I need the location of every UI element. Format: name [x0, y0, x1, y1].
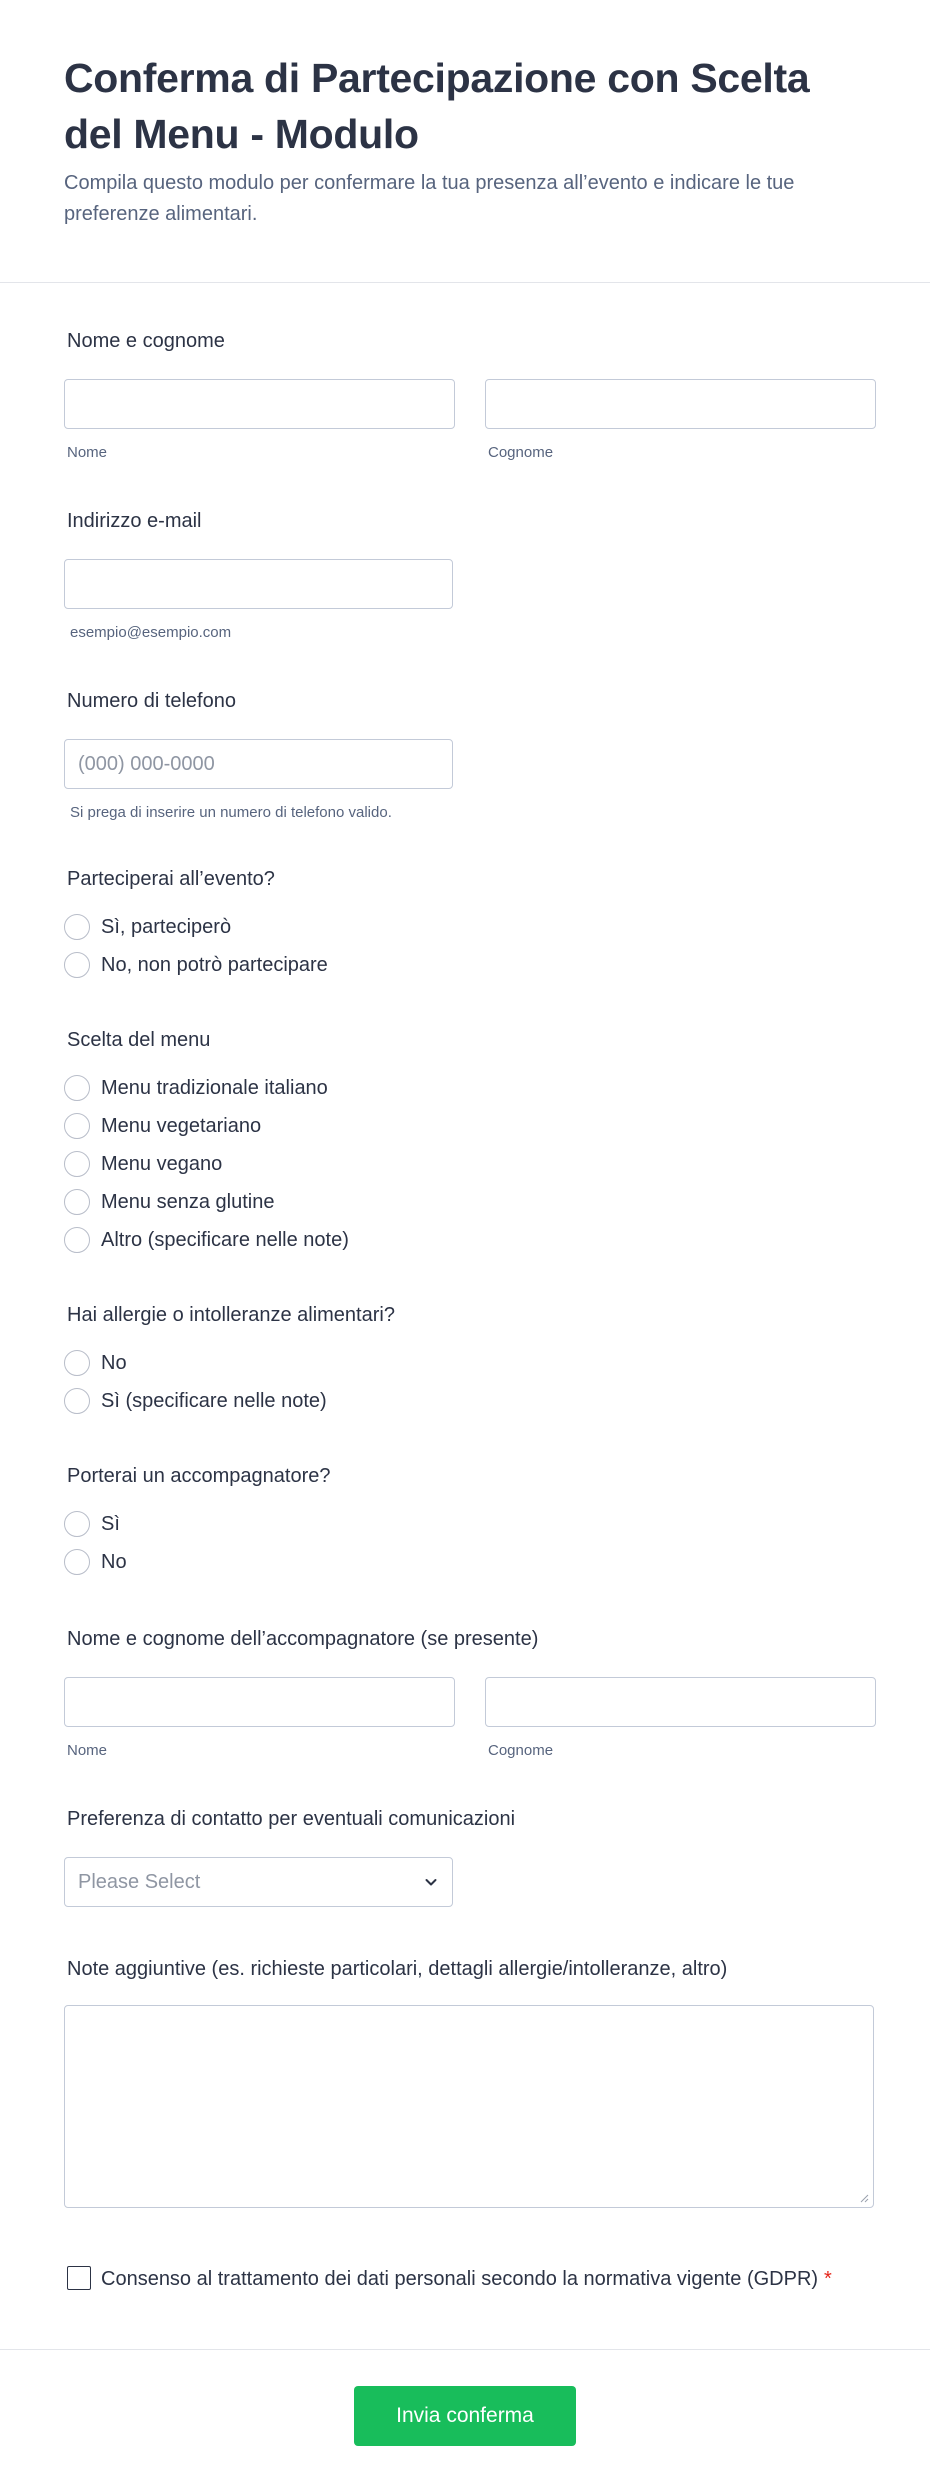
companion-first-name-sublabel: Nome [67, 1742, 108, 1759]
radio-circle[interactable] [64, 1075, 90, 1101]
radio-circle[interactable] [64, 1151, 90, 1177]
allergies-option-yes[interactable] [64, 1382, 876, 1420]
companion-name-field [64, 1581, 876, 1761]
page-title: Conferma di Partecipazione con Scelta del Menu - Modulo [64, 55, 810, 157]
radio-label: Sì, parteciperò [101, 915, 232, 938]
page-subtitle: Compila questo modulo per confermare la tua presenza all’evento e indicare le tue preferenze alimentari. [64, 172, 795, 225]
attend-option-no[interactable] [64, 946, 876, 984]
allergies-field [64, 1259, 876, 1420]
companion-label: Porterai un accompagnatore? [67, 1465, 331, 1487]
email-label: Indirizzo e-mail [67, 510, 202, 532]
companion-last-name-sublabel: Cognome [488, 1742, 554, 1759]
first-name-sublabel: Nome [67, 444, 108, 461]
radio-label: Menu senza glutine [101, 1190, 275, 1213]
radio-circle[interactable] [64, 914, 90, 940]
select-placeholder: Please Select [78, 1870, 201, 1893]
attend-options [67, 908, 876, 984]
form-header [0, 0, 930, 283]
consent-label: Consenso al trattamento dei dati personali secondo la normativa vigente (GDPR) [101, 2268, 819, 2290]
form-body [0, 283, 930, 2293]
radio-circle[interactable] [64, 1388, 90, 1414]
notes-field [64, 1907, 876, 2208]
contact-pref-label: Preferenza di contatto per eventuali comunicazioni [67, 1808, 516, 1830]
allergies-option-no[interactable] [64, 1344, 876, 1382]
first-name-input[interactable] [64, 379, 455, 429]
menu-option-gluten-free[interactable] [64, 1183, 876, 1221]
phone-input[interactable] [64, 739, 453, 789]
last-name-input[interactable] [485, 379, 876, 429]
radio-label: Sì (specificare nelle note) [101, 1389, 327, 1412]
name-field [64, 283, 876, 463]
phone-field [64, 643, 876, 823]
menu-options [67, 1069, 876, 1259]
consent-checkbox[interactable] [67, 2266, 91, 2290]
radio-label: No [101, 1550, 127, 1573]
companion-option-yes[interactable] [64, 1505, 876, 1543]
phone-sublabel: Si prega di inserire un numero di telefono valido. [70, 804, 392, 821]
submit-button[interactable]: Invia conferma [354, 2386, 576, 2446]
menu-option-vegetarian[interactable] [64, 1107, 876, 1145]
companion-first-name-input[interactable] [64, 1677, 455, 1727]
companion-options [67, 1505, 876, 1581]
radio-label: Sì [101, 1512, 120, 1535]
radio-circle[interactable] [64, 952, 90, 978]
allergies-options [67, 1344, 876, 1420]
menu-field [64, 984, 876, 1259]
radio-circle[interactable] [64, 1549, 90, 1575]
name-label: Nome e cognome [67, 330, 225, 352]
menu-option-traditional[interactable] [64, 1069, 876, 1107]
notes-label: Note aggiuntive (es. richieste particolari, dettagli allergie/intolleranze, altro) [67, 1958, 728, 1980]
email-sublabel: esempio@esempio.com [70, 624, 232, 641]
companion-name-label: Nome e cognome dell’accompagnatore (se presente) [67, 1628, 539, 1650]
companion-last-name-input[interactable] [485, 1677, 876, 1727]
radio-circle[interactable] [64, 1227, 90, 1253]
radio-circle[interactable] [64, 1350, 90, 1376]
attend-option-yes[interactable] [64, 908, 876, 946]
radio-label: Menu vegetariano [101, 1114, 262, 1137]
required-mark: * [824, 2268, 832, 2290]
attend-label: Parteciperai all’evento? [67, 868, 275, 890]
radio-label: No [101, 1351, 127, 1374]
radio-circle[interactable] [64, 1511, 90, 1537]
radio-circle[interactable] [64, 1113, 90, 1139]
radio-circle[interactable] [64, 1189, 90, 1215]
last-name-sublabel: Cognome [488, 444, 554, 461]
resize-grip-icon[interactable] [859, 2193, 869, 2203]
email-field [64, 463, 876, 643]
radio-label: No, non potrò partecipare [101, 953, 328, 976]
menu-option-other[interactable] [64, 1221, 876, 1259]
notes-textarea[interactable] [64, 2005, 874, 2208]
attend-field [64, 823, 876, 984]
radio-label: Altro (specificare nelle note) [101, 1228, 349, 1251]
radio-label: Menu vegano [101, 1152, 223, 1175]
companion-field [64, 1420, 876, 1581]
allergies-label: Hai allergie o intolleranze alimentari? [67, 1304, 395, 1326]
menu-label: Scelta del menu [67, 1029, 211, 1051]
consent-field [67, 2266, 876, 2293]
email-input[interactable] [64, 559, 453, 609]
contact-pref-select[interactable] [64, 1857, 453, 1907]
companion-option-no[interactable] [64, 1543, 876, 1581]
chevron-down-icon [423, 1874, 439, 1890]
contact-pref-field [64, 1761, 876, 1907]
form-footer [0, 2349, 930, 2491]
menu-option-vegan[interactable] [64, 1145, 876, 1183]
phone-label: Numero di telefono [67, 690, 236, 712]
radio-label: Menu tradizionale italiano [101, 1076, 328, 1099]
